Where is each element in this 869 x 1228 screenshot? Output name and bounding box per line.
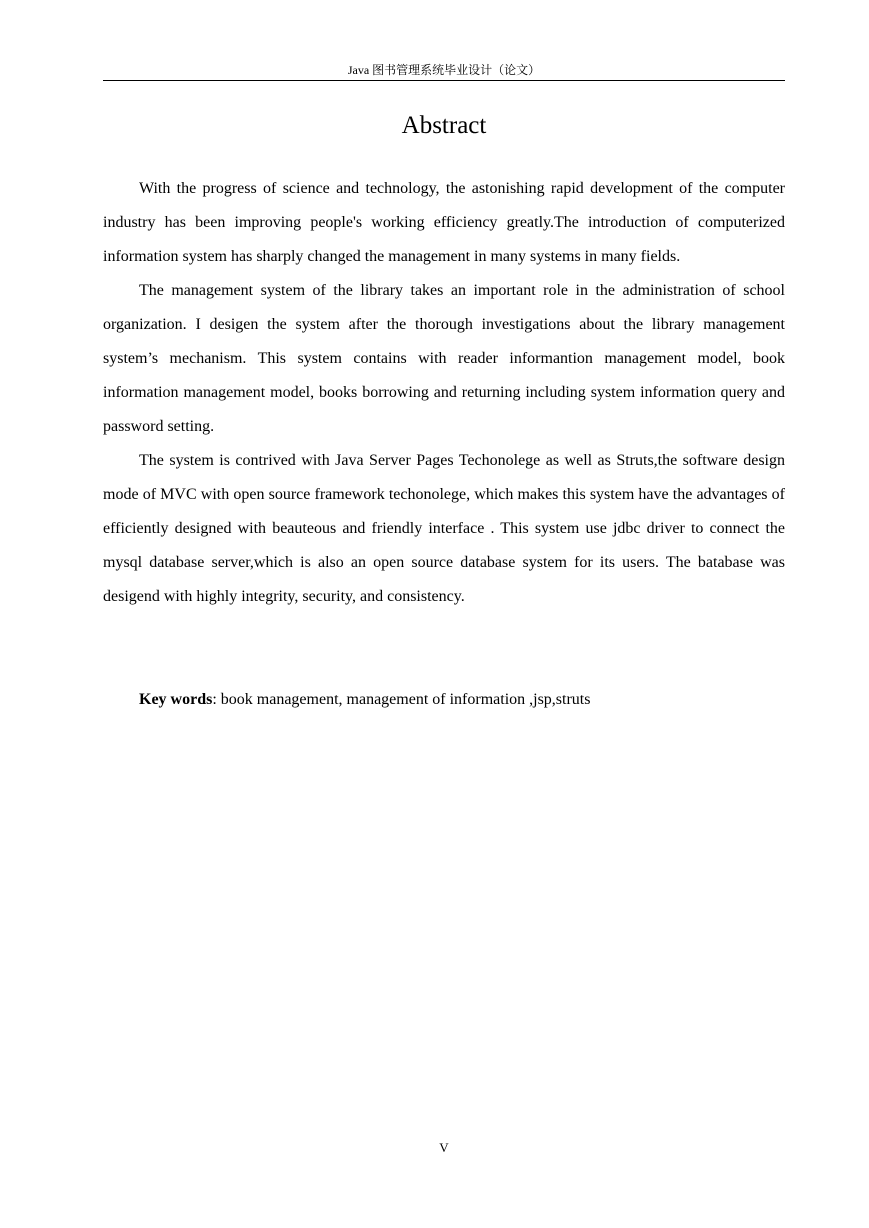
keywords-line <box>103 683 785 717</box>
header-rule <box>103 80 785 81</box>
abstract-paragraph-3: The system is contrived with Java Server Pages Techonolege as well as Struts,the software design mode of MVC with open source framework techonolege, which makes this system have the advantages of efficiently designed with beauteous and friendly interface . This system use jdbc driver to connect the mysql database server,which is also an open source database system for its users. The batabase was desigend with highly integrity, security, and consistency. <box>103 452 785 605</box>
keywords-separator: : <box>212 691 221 708</box>
keywords-label: Key words <box>139 691 213 708</box>
keywords-value: book management, management of information ,jsp,struts <box>220 691 591 708</box>
running-header: Java 图书管理系统毕业设计（论文） <box>347 63 541 77</box>
abstract-paragraph-1: With the progress of science and technology, the astonishing rapid development of the computer industry has been improving people's working efficiency greatly.The introduction of computerized information system has sharply changed the management in many systems in many fields. <box>103 180 785 265</box>
abstract-paragraph-2: The management system of the library takes an important role in the administration of school organization. I desigen the system after the thorough investigations about the library management system’s mechanism. This system contains with reader informantion management model, book information management model, books borrowing and returning including system information query and password setting. <box>103 282 785 435</box>
abstract-title: Abstract <box>401 112 487 139</box>
abstract-body <box>103 172 785 614</box>
page-number: V <box>439 1140 449 1155</box>
